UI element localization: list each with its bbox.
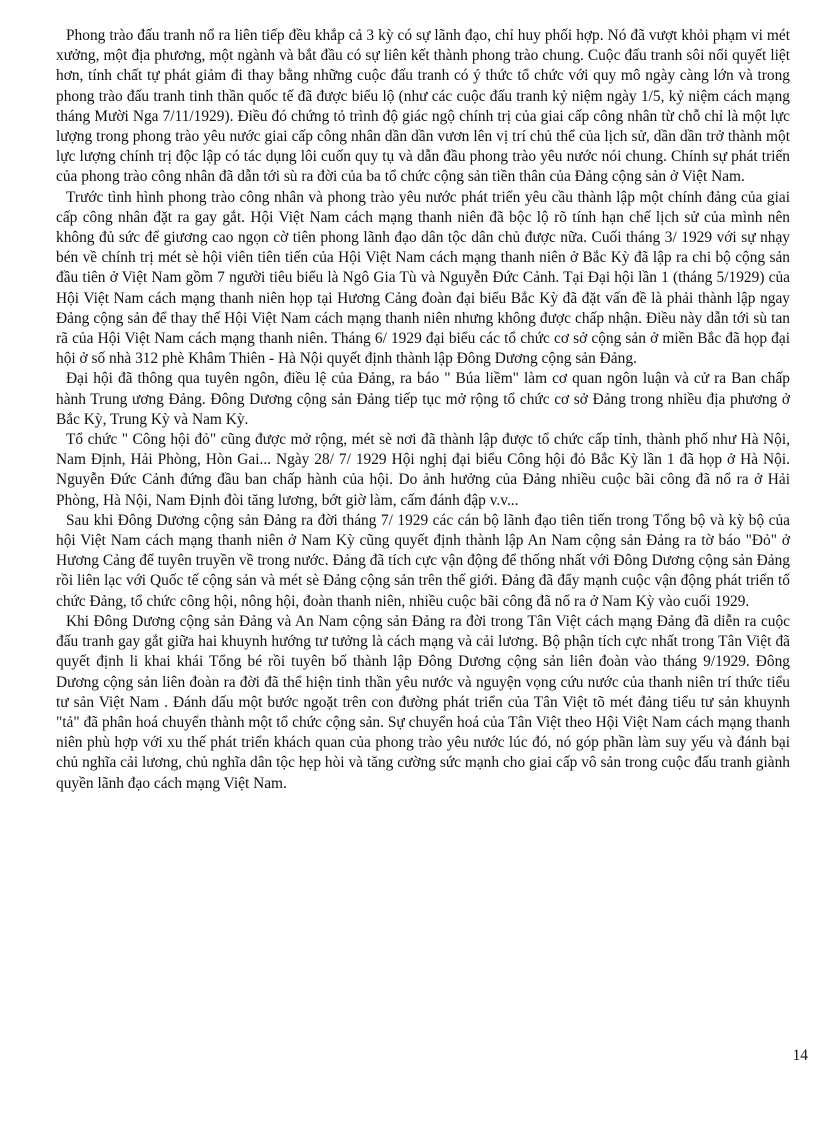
page-number: 14 — [792, 1047, 808, 1064]
paragraph-1: Phong trào đấu tranh nổ ra liên tiếp đều khắp cả 3 kỳ có sự lãnh đạo, chỉ huy phối hợp. Nó đã vượt khỏi phạm vi mét xưởng, một địa phương, một ngành và bắt đầu có sự liên kết thành phong trào chung. Cuộc đấu tranh sôi nổi quyết liệt hơn, tính chất tự phát giảm đi thay bằng những cuộc đấu tranh có ý thức tổ chức với quy mô ngày càng lớn và trong phong trào đấu tranh tinh thần quốc tế đã được biểu lộ (như các cuộc đấu tranh kỷ niệm ngày 1/5, kỷ niệm cách mạng tháng Mười Nga 7/11/1929). Điều đó chứng tỏ trình độ giác ngộ chính trị của giai cấp công nhân từ chỗ chỉ là một lực lượng trong phong trào yêu nước giai cấp công nhân dần dần vươn lên vị trí chủ thể của lịch sử, dần dần trở thành một lực lượng chính trị độc lập có tác dụng lôi cuốn quy tụ và dẫn đầu phong trào yêu nước nói chung. Chính sự phát triển của phong trào công nhân đã dẫn tới sù ra đời của ba tổ chức cộng sản tiền thân của Đảng cộng sản ở Việt Nam. — [56, 27, 790, 186]
paragraph-4: Tổ chức " Công hội đỏ" cũng được mở rộng, mét sè nơi đã thành lập được tổ chức cấp tỉnh, thành phố như Hà Nội, Nam Định, Hải Phòng, Hòn Gai... Ngày 28/ 7/ 1929 Hội nghị đại biểu Công hội đỏ Bắc Kỳ lần 1 đã họp ở Hà Nội. Nguyễn Đức Cảnh đứng đầu ban chấp hành của hội. Do ảnh hưởng của Đảng nhiều cuộc bãi công đã nổ ra ở Hải Phòng, Hà Nội, Nam Định đòi tăng lương, bớt giờ làm, cấm đánh đập v.v... — [56, 431, 790, 509]
paragraph-6: Khi Đông Dương cộng sản Đảng và An Nam cộng sản Đảng ra đời trong Tân Việt cách mạng Đảng đã diễn ra cuộc đấu tranh gay gắt giữa hai khuynh hướng tư tưởng là cách mạng và cải lương. Bộ phận tích cực nhất trong Tân Việt đã quyết định li khai khái Tổng bé rồi tuyên bố thành lập Đông Dương cộng sản liên đoàn vào tháng 9/1929. Đông Dương cộng sản liên đoàn ra đời đã thể hiện tinh thần yêu nước và nguyện vọng cứu nước của thanh niên trí thức tiểu tư sản Việt Nam . Đánh dấu một bước ngoặt trên con đường phát triển của Tân Việt tõ mét đảng tiểu tư sản khuynh "tả" đã phân hoá chuyển thành một tổ chức cộng sản. Sự chuyển hoá của Tân Việt theo Hội Việt Nam cách mạng thanh niên phù hợp với xu thế phát triển khách quan của phong trào yêu nước lúc đó, nó góp phần làm suy yếu và đánh bại chủ nghĩa cải lương, chủ nghĩa dân tộc hẹp hòi và tăng cường sức mạnh cho giai cấp vô sản trong cuộc đấu tranh giành quyền lãnh đạo cách mạng Việt Nam. — [56, 612, 790, 792]
paragraph-3: Đại hội đã thông qua tuyên ngôn, điều lệ của Đảng, ra báo " Búa liềm" làm cơ quan ngôn luận và cử ra Ban chấp hành Trung ương Đảng. Đông Dương cộng sản Đảng tiếp tục mở rộng tổ chức cơ sở Đảng trong nhiều địa phương ở Bắc Kỳ, Trung Kỳ và Nam Kỳ. — [56, 370, 790, 428]
body-text — [56, 26, 790, 794]
paragraph-5: Sau khi Đông Dương cộng sản Đảng ra đời tháng 7/ 1929 các cán bộ lãnh đạo tiên tiến trong Tổng bộ và kỳ bộ của hội Việt Nam cách mạng thanh niên ở Nam Kỳ cũng quyết định thành lập An Nam cộng sản Đảng ra tờ báo "Đỏ" ở Hương Cảng để tuyên truyền về trong nước. Đảng đã tích cực vận động để thống nhất với Đông Dương cộng sản Đảng rồi liên lạc với Quốc tế cộng sản và mét sè Đảng cộng sản trên thế giới. Đảng đã đẩy mạnh cuộc vận động phát triển tổ chức Đảng, tổ chức công hội, nông hội, đoàn thanh niên, nhiều cuộc bãi công đã nổ ra ở Nam Kỳ vào cuối 1929. — [56, 511, 790, 610]
paragraph-2: Trước tình hình phong trào công nhân và phong trào yêu nước phát triển yêu cầu thành lập một chính đảng của giai cấp công nhân đặt ra gay gắt. Hội Việt Nam cách mạng thanh niên đã bộc lộ rõ tính hạn chế lịch sử của mình nên không đủ sức để giương cao ngọn cờ tiên phong lãnh đạo dân tộc dân chủ được nữa. Cuối tháng 3/ 1929 với sự nhạy bén về chính trị mét sè hội viên tiên tiến của Hội Việt Nam cách mạng thanh niên ở Bắc Kỳ đã lập ra chi bộ cộng sản đầu tiên ở Việt Nam gồm 7 người tiêu biểu là Ngô Gia Tù và Nguyễn Đức Cảnh. Tại Đại hội lần 1 (tháng 5/1929) của Hội Việt Nam cách mạng thanh niên họp tại Hương Cảng đoàn đại biểu Bắc Kỳ đã đặt vấn đề là phải thành lập ngay Đảng cộng sản để thay thế Hội Việt Nam cách mạng thanh niên nhưng không được chấp nhận. Điều này dẫn tới sù tan rã của Hội Việt Nam cách mạng thanh niên. Tháng 6/ 1929 đại biểu các tổ chức cơ sở cộng sản ở miền Bắc đã họp đại hội ở số nhà 312 phè Khâm Thiên - Hà Nội quyết định thành lập Đông Dương cộng sản Đảng. — [56, 188, 790, 368]
